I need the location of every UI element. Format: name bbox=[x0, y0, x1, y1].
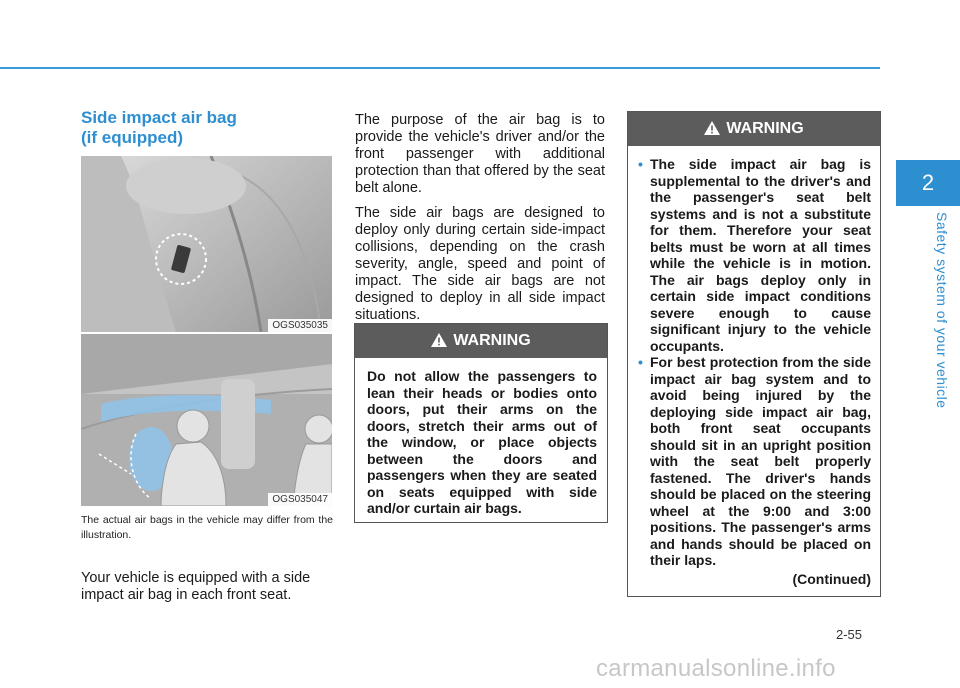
bullet-icon: • bbox=[638, 354, 643, 370]
continued-label: (Continued) bbox=[792, 570, 871, 587]
warning-title: WARNING bbox=[453, 332, 531, 349]
warning-triangle-icon bbox=[431, 333, 447, 347]
page-number: 2-55 bbox=[836, 627, 863, 642]
body-column bbox=[355, 112, 605, 332]
warning-box-passengers bbox=[354, 323, 608, 523]
warning-list bbox=[638, 156, 871, 569]
deployed-airbag-figure bbox=[81, 334, 332, 506]
warning-bullet bbox=[638, 354, 871, 569]
intro-paragraph: Your vehicle is equipped with a side impact air bag in each front seat. bbox=[81, 570, 311, 603]
chapter-title: Safety system of your vehicle bbox=[934, 212, 950, 409]
watermark: carmanualsonline.info bbox=[596, 655, 836, 682]
chapter-number: 2 bbox=[921, 170, 935, 195]
warning-triangle-icon bbox=[704, 121, 720, 135]
bullet-text: The side impact air bag is supplemental to the driver's and the passenger's seat belt systems and is not a substitute for them. Therefore your seat belts must be worn at all times while the vehicle is in motion. The air bags deploy only in certain side impact conditions severe enough to cause significant injury to the vehicle occupants. bbox=[650, 156, 871, 354]
bullet-icon: • bbox=[638, 156, 643, 172]
body-paragraph: The purpose of the air bag is to provide the vehicle's driver and/or the front passenger with additional protection than that offered by the seat belt alone. bbox=[355, 112, 605, 196]
figure-caption: The actual air bags in the vehicle may differ from the illustration. bbox=[81, 514, 333, 541]
header-rule bbox=[0, 67, 880, 69]
warning-box-side-airbag bbox=[627, 111, 881, 597]
heading-line-2: (if equipped) bbox=[81, 128, 183, 147]
warning-title: WARNING bbox=[726, 120, 804, 137]
warning-bullet bbox=[638, 156, 871, 354]
figure-code: OGS035047 bbox=[268, 493, 332, 506]
warning-content bbox=[628, 146, 880, 587]
section-heading bbox=[81, 108, 321, 148]
heading-line-1: Side impact air bag bbox=[81, 108, 237, 127]
seat-airbag-figure bbox=[81, 156, 332, 332]
warning-header bbox=[628, 112, 880, 146]
figure-code: OGS035035 bbox=[268, 319, 332, 332]
bullet-text: For best protection from the side impact air bag system and to avoid being injured by the deploying side impact air bag, both front seat occupants should sit in an upright position with the seat belt properly fastened. The driver's hands should be placed on the steering wheel at the 9:00 and 3:00 positions. The passenger's arms and hands should be placed on their laps. bbox=[650, 354, 871, 568]
warning-text: Do not allow the passengers to lean their heads or bodies onto doors, put their arms on the doors, stretch their arms out of the window, or place objects between the doors and passengers when they are seated on seats equipped with side and/or curtain air bags. bbox=[367, 368, 597, 516]
chapter-tab bbox=[896, 160, 960, 206]
body-paragraph: The side air bags are designed to deploy only during certain side-impact collisions, depending on the crash severity, angle, speed and point of impact. The side air bags are not designed to deploy in all side impact situations. bbox=[355, 205, 605, 323]
warning-header bbox=[355, 324, 607, 358]
